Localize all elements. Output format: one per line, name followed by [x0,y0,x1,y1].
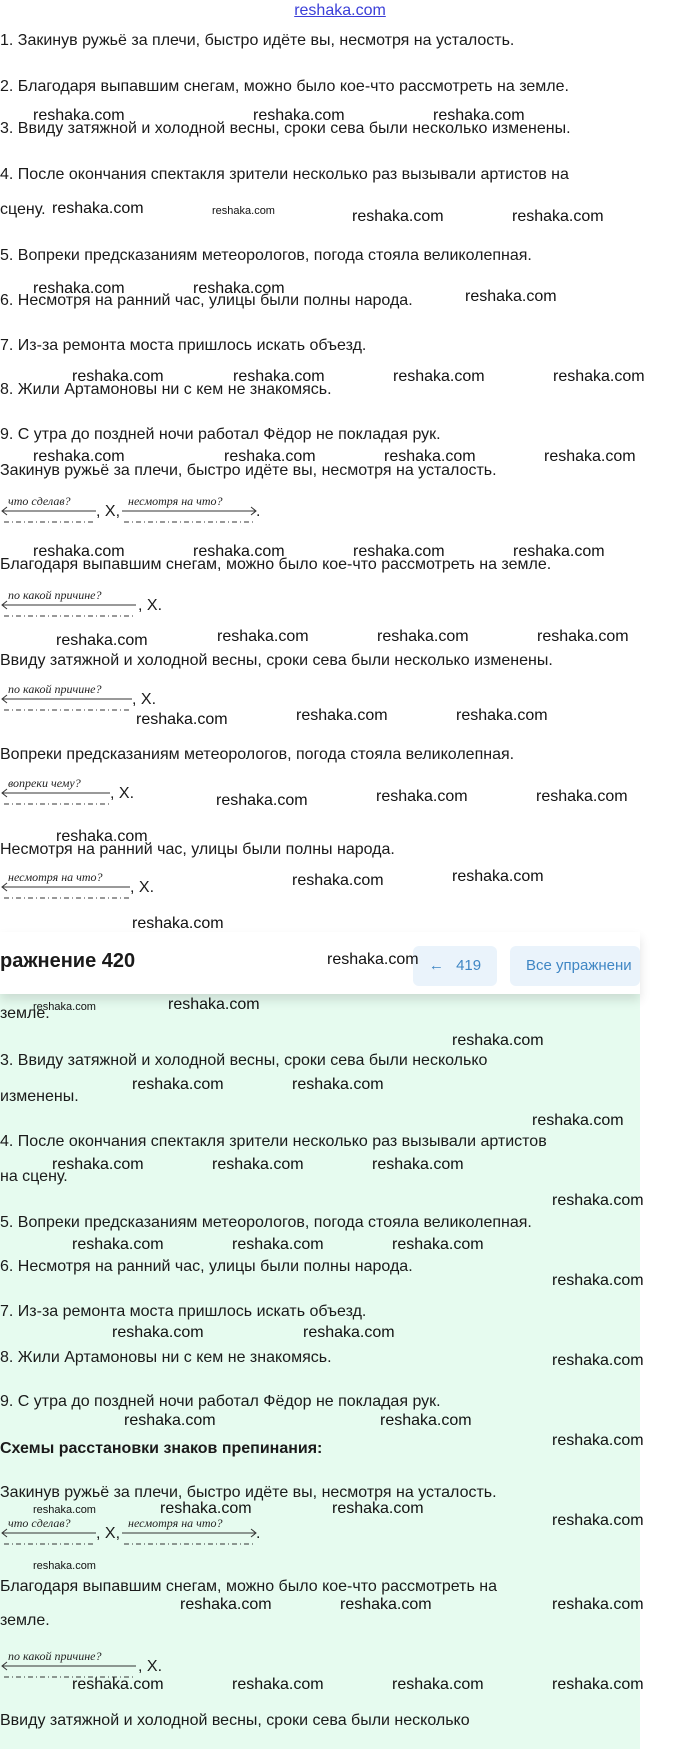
watermark: reshaka.com [52,200,144,217]
answer-scheme-diagram-2 [0,1647,200,1681]
scheme-diagram-5 [0,868,200,902]
watermark: reshaka.com [452,868,544,885]
svg-text:вопреки чему?: вопреки чему? [8,776,81,790]
watermark: reshaka.com [303,1324,395,1341]
svg-text:несмотря на что?: несмотря на что? [128,1516,223,1530]
watermark: reshaka.com [353,543,445,560]
answer-line: земле. [0,1005,50,1022]
watermark: reshaka.com [292,872,384,889]
watermark: reshaka.com [376,788,468,805]
watermark: reshaka.com [212,1156,304,1173]
watermark: reshaka.com [537,628,629,645]
watermark: reshaka.com [33,448,125,465]
watermark: reshaka.com [552,1512,644,1529]
scheme-sentence-3: Ввиду затяжной и холодной весны, сроки сева были несколько изменены. [0,652,553,669]
watermark: reshaka.com [532,1112,624,1129]
exercise-title: ражнение 420 [0,950,136,972]
answer-scheme-sentence-2-line-1: Благодаря выпавшим снегам, можно было кое-что рассмотреть на [0,1578,497,1595]
svg-text:по какой причине?: по какой причине? [8,682,102,696]
watermark: reshaka.com [212,205,275,217]
svg-text:по какой причине?: по какой причине? [8,1649,102,1663]
watermark: reshaka.com [340,1596,432,1613]
sentence-5: 5. Вопреки предсказаниям метеорологов, погода стояла великолепная. [0,247,532,264]
watermark: reshaka.com [217,628,309,645]
watermark: reshaka.com [124,1412,216,1429]
watermark: reshaka.com [513,543,605,560]
scheme-sentence-1: Закинув ружьё за плечи, быстро идёте вы, несмотря на усталость. [0,462,497,479]
scheme-diagram-3 [0,680,200,714]
answer-9: 9. С утра до поздней ночи работал Фёдор не покладая рук. [0,1393,441,1410]
scheme-diagram-4 [0,774,200,808]
sentence-9: 9. С утра до поздней ночи работал Фёдор не покладая рук. [0,426,441,443]
schemes-heading: Схемы расстановки знаков препинания: [0,1440,323,1457]
svg-text:что сделав?: что сделав? [8,1516,71,1530]
answer-8: 8. Жили Артамоновы ни с кем не знакомясь. [0,1349,332,1366]
watermark: reshaka.com [193,543,285,560]
svg-text:, Х.: , Х. [138,1658,163,1675]
arrow-left-icon: ← [428,957,444,974]
watermark: reshaka.com [384,448,476,465]
sentence-4-line-2: сцену. [0,201,46,218]
answer-block [0,994,640,1749]
watermark: reshaka.com [253,107,345,124]
answer-scheme-sentence-1: Закинув ружьё за плечи, быстро идёте вы, несмотря на усталость. [0,1484,497,1501]
svg-text:, Х.: , Х. [138,597,163,614]
scheme-predicate: , Х, [96,503,121,520]
watermark: reshaka.com [160,1500,252,1517]
sentence-6: 6. Несмотря на ранний час, улицы были полны народа. [0,292,413,309]
watermark: reshaka.com [552,1352,644,1369]
answer-7: 7. Из-за ремонта моста пришлось искать объезд. [0,1303,367,1320]
prev-exercise-button[interactable] [413,946,497,986]
svg-text:.: . [256,503,261,520]
watermark: reshaka.com [56,828,148,845]
answer-4-line-2: на сцену. [0,1168,68,1185]
watermark: reshaka.com [296,707,388,724]
watermark: reshaka.com [136,711,228,728]
svg-text:, Х.: , Х. [110,785,135,802]
watermark: reshaka.com [552,1596,644,1613]
watermark: reshaka.com [132,1076,224,1093]
scheme-diagram-2 [0,586,200,620]
watermark: reshaka.com [332,1500,424,1517]
watermark: reshaka.com [33,1504,96,1516]
sentence-2: 2. Благодаря выпавшим снегам, можно было кое-что рассмотреть на земле. [0,78,569,95]
watermark: reshaka.com [377,628,469,645]
answer-3-line-1: 3. Ввиду затяжной и холодной весны, сроки сева были несколько [0,1052,488,1069]
watermark: reshaka.com [372,1156,464,1173]
watermark: reshaka.com [465,288,557,305]
watermark: reshaka.com [292,1076,384,1093]
watermark: reshaka.com [456,707,548,724]
watermark: reshaka.com [512,208,604,225]
watermark: reshaka.com [56,632,148,649]
sentence-4-line-1: 4. После окончания спектакля зрители несколько раз вызывали артистов на [0,166,569,183]
watermark: reshaka.com [180,1596,272,1613]
watermark: reshaka.com [193,280,285,297]
watermark: reshaka.com [72,1676,164,1693]
scheme-sentence-4: Вопреки предсказаниям метеорологов, погода стояла великолепная. [0,746,515,763]
scheme-sentence-5: Несмотря на ранний час, улицы были полны народа. [0,841,395,858]
answer-3-line-2: изменены. [0,1088,79,1105]
answer-6: 6. Несмотря на ранний час, улицы были полны народа. [0,1258,413,1275]
watermark: reshaka.com [72,368,164,385]
watermark: reshaka.com [452,1032,544,1049]
prev-exercise-number: 419 [456,957,482,974]
sentence-3: 3. Ввиду затяжной и холодной весны, сроки сева были несколько изменены. [0,120,571,137]
svg-text:несмотря на что?: несмотря на что? [8,870,103,884]
svg-text:по какой причине?: по какой причине? [8,588,102,602]
watermark: reshaka.com [552,1272,644,1289]
watermark: reshaka.com [393,368,485,385]
watermark: reshaka.com [392,1236,484,1253]
scheme-label: что сделав? [8,494,71,508]
watermark: reshaka.com [544,448,636,465]
watermark: reshaka.com [112,1324,204,1341]
watermark: reshaka.com [392,1676,484,1693]
scheme-label: несмотря на что? [128,494,223,508]
svg-text:, Х,: , Х, [96,1525,121,1542]
svg-text:, Х.: , Х. [130,879,155,896]
watermark: reshaka.com [52,1156,144,1173]
answer-scheme-diagram-1 [0,1514,280,1548]
answer-scheme-sentence-3: Ввиду затяжной и холодной весны, сроки сева были несколько [0,1712,470,1729]
watermark: reshaka.com [33,280,125,297]
watermark: reshaka.com [168,996,260,1013]
watermark: reshaka.com [132,915,224,932]
watermark: reshaka.com [552,1676,644,1693]
answer-4-line-1: 4. После окончания спектакля зрители несколько раз вызывали артистов [0,1133,547,1150]
watermark: reshaka.com [433,107,525,124]
watermark: reshaka.com [552,1192,644,1209]
exercise-header [0,932,640,994]
svg-text:, Х.: , Х. [132,691,157,708]
watermark: reshaka.com [33,1001,96,1013]
watermark: reshaka.com [232,1236,324,1253]
watermark: reshaka.com [352,208,444,225]
site-link[interactable]: reshaka.com [294,2,386,19]
watermark: reshaka.com [232,1676,324,1693]
watermark: reshaka.com [72,1236,164,1253]
watermark: reshaka.com [33,107,125,124]
watermark: reshaka.com [536,788,628,805]
answer-scheme-sentence-2-line-2: земле. [0,1612,50,1629]
watermark: reshaka.com [216,792,308,809]
watermark: reshaka.com [380,1412,472,1429]
sentence-8: 8. Жили Артамоновы ни с кем не знакомясь. [0,381,332,398]
watermark: reshaka.com [224,448,316,465]
answer-5: 5. Вопреки предсказаниям метеорологов, погода стояла великолепная. [0,1214,532,1231]
watermark: reshaka.com [33,1560,96,1572]
sentence-1: 1. Закинув ружьё за плечи, быстро идёте вы, несмотря на усталость. [0,32,515,49]
scheme-sentence-2: Благодаря выпавшим снегам, можно было кое-что рассмотреть на земле. [0,556,552,573]
watermark: reshaka.com [233,368,325,385]
all-exercises-button[interactable]: Все упражнени [510,946,640,986]
watermark: reshaka.com [552,1432,644,1449]
watermark: reshaka.com [33,543,125,560]
sentence-7: 7. Из-за ремонта моста пришлось искать объезд. [0,337,367,354]
scheme-diagram-1 [0,492,280,526]
watermark: reshaka.com [553,368,645,385]
watermark: reshaka.com [327,951,419,968]
svg-text:.: . [256,1525,261,1542]
